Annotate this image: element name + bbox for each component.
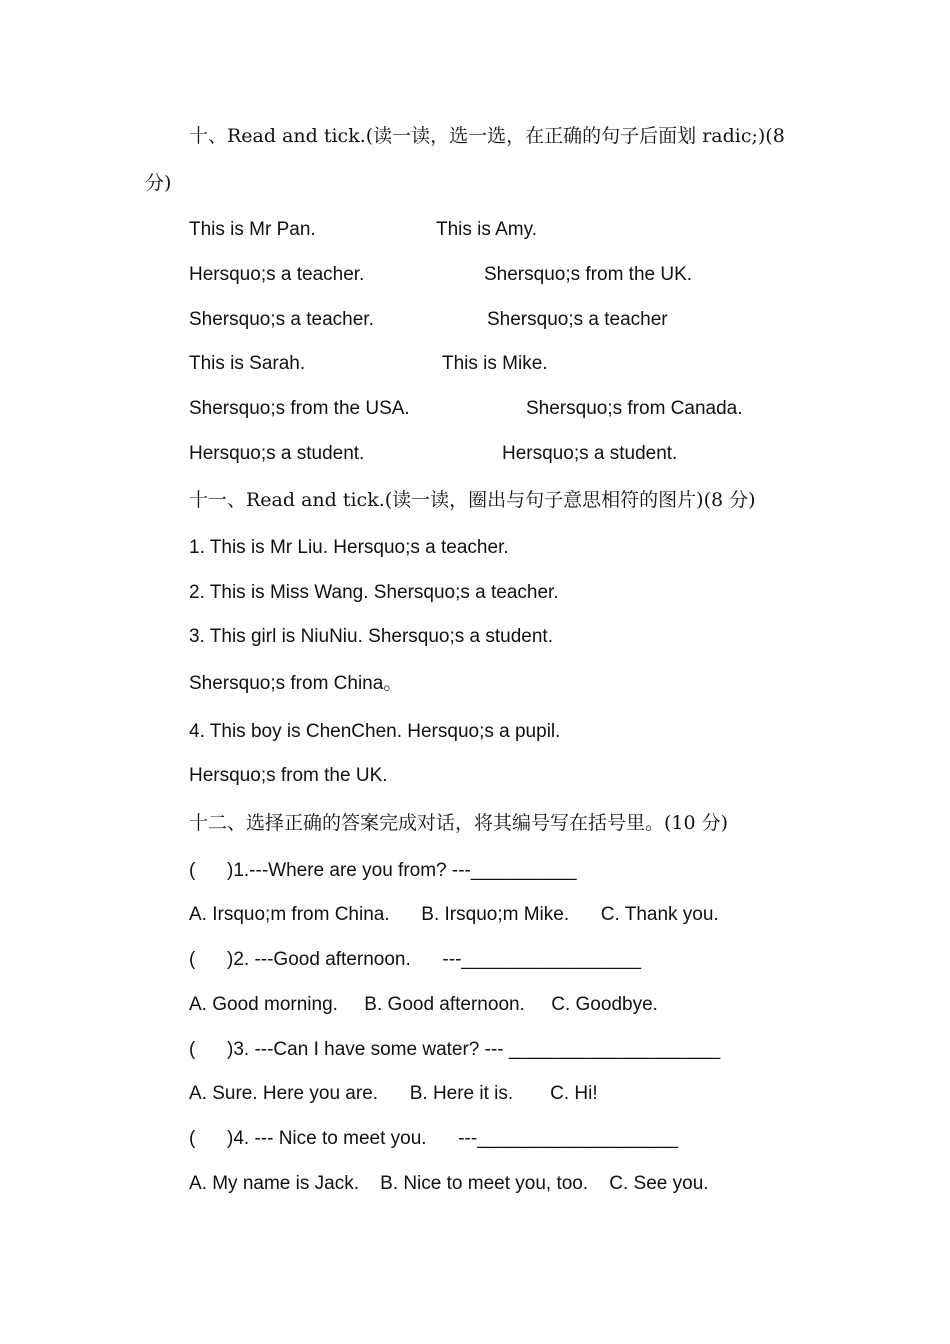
question-4-options: A. My name is Jack. B. Nice to meet you, too. C. See you. xyxy=(189,1173,709,1194)
section-11-item: 4. This boy is ChenChen. Hersquo;s a pupil. xyxy=(189,721,561,742)
pair-4-left: This is Sarah. xyxy=(189,353,306,374)
pair-5-right: Shersquo;s from Canada. xyxy=(526,398,743,419)
pair-6-left: Hersquo;s a student. xyxy=(189,443,365,464)
section-11-item: 2. This is Miss Wang. Shersquo;s a teacher. xyxy=(189,582,559,603)
pair-6-right: Hersquo;s a student. xyxy=(502,443,678,464)
pair-3-left: Shersquo;s a teacher. xyxy=(189,309,374,330)
pair-1-left: This is Mr Pan. xyxy=(189,219,316,240)
question-3: ( )3. ---Can I have some water? --- ____________________ xyxy=(189,1039,721,1060)
section-10-title: 十、Read and tick.(读一读，选一选，在正确的句子后面划 radic;)(8 xyxy=(189,125,785,147)
question-3-options: A. Sure. Here you are. B. Here it is. C. Hi! xyxy=(189,1083,598,1104)
section-11-item: Shersquo;s from China。 xyxy=(189,673,403,694)
question-4: ( )4. --- Nice to meet you. ---___________________ xyxy=(189,1128,678,1149)
pair-4-right: This is Mike. xyxy=(442,353,548,374)
pair-2-right: Shersquo;s from the UK. xyxy=(484,264,693,285)
section-11-item: Hersquo;s from the UK. xyxy=(189,765,388,786)
section-12-title: 十二、选择正确的答案完成对话，将其编号写在括号里。(10 分) xyxy=(189,812,729,834)
pair-5-left: Shersquo;s from the USA. xyxy=(189,398,410,419)
section-10-title-continued: 分) xyxy=(145,172,172,194)
question-1: ( )1.---Where are you from? ---__________ xyxy=(189,860,577,881)
section-11-item: 1. This is Mr Liu. Hersquo;s a teacher. xyxy=(189,537,509,558)
pair-1-right: This is Amy. xyxy=(436,219,537,240)
question-1-options: A. Irsquo;m from China. B. Irsquo;m Mike. C. Thank you. xyxy=(189,904,719,925)
question-2-options: A. Good morning. B. Good afternoon. C. Goodbye. xyxy=(189,994,658,1015)
pair-3-right: Shersquo;s a teacher xyxy=(487,309,668,330)
section-11-title: 十一、Read and tick.(读一读，圈出与句子意思相符的图片)(8 分) xyxy=(189,489,756,511)
pair-2-left: Hersquo;s a teacher. xyxy=(189,264,365,285)
question-2: ( )2. ---Good afternoon. ---_________________ xyxy=(189,949,642,970)
section-11-item: 3. This girl is NiuNiu. Shersquo;s a student. xyxy=(189,626,553,647)
